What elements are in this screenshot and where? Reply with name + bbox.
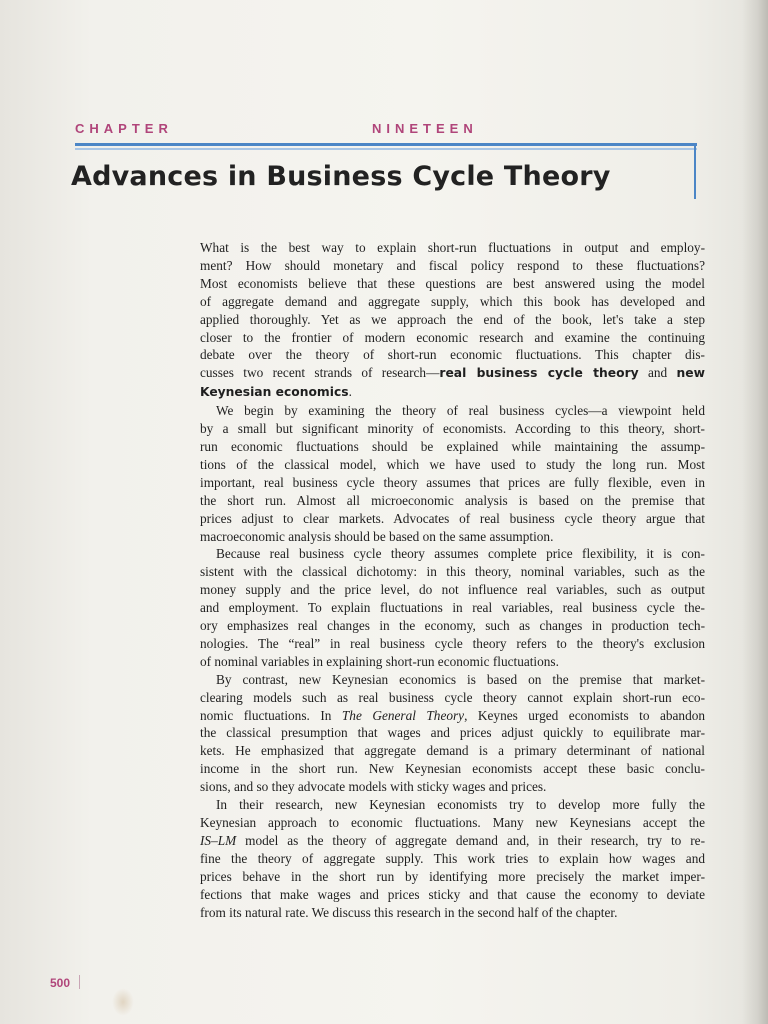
key-term-new: new (676, 366, 705, 381)
text-line: by a small but significant minority of economists. According to this theory, short- (200, 421, 705, 437)
book-title-italic: The General Theory (341, 707, 465, 723)
text-line: of aggregate demand and aggregate supply, which this book has developed and (200, 293, 705, 309)
text-line: Keynesian approach to economic fluctuations. Many new Keynesians accept the (200, 815, 705, 830)
text-line (200, 383, 705, 402)
text-line: nologies. The “real” in real business cycle theory refers to the theory's exclusion (200, 635, 705, 651)
text-line: prices adjust to clear markets. Advocates of real business cycle theory argue that (200, 510, 705, 526)
text-line: fections that make wages and prices sticky and that cause the economy to deviate (200, 886, 705, 902)
text-run: nomic fluctuations. In (200, 707, 342, 723)
text-line: fine the theory of aggregate supply. This work tries to explain how wages and (200, 850, 705, 866)
text-line: sions, and so they advocate models with sticky wages and prices. (200, 779, 547, 795)
body-text (200, 239, 705, 921)
page-edge-shadow (742, 0, 768, 1024)
text-line: Most economists believe that these questions are best answered using the model (200, 275, 705, 291)
text-line (200, 364, 705, 383)
key-term-real-business-cycle: real business cycle theory (439, 366, 639, 381)
header-rule (75, 143, 697, 146)
text-line: debate over the theory of short-run economic fluctuations. This chapter dis- (200, 347, 705, 363)
text-line: prices behave in the short run by identifying more precisely the market imper- (200, 868, 705, 884)
chapter-title: Advances in Business Cycle Theory (71, 161, 611, 192)
text-line: We begin by examining the theory of real business cycles—a viewpoint held (216, 403, 705, 419)
text-run: and (638, 365, 677, 381)
chapter-label: CHAPTER (75, 121, 173, 136)
text-run: , Keynes urged economists to abandon (464, 707, 706, 723)
text-line: clearing models such as real business cycle theory cannot explain short-run eco- (200, 689, 705, 705)
page-number-divider (79, 975, 80, 989)
text-line: run economic fluctuations should be explained while maintaining the assump- (200, 438, 705, 454)
paragraph-4 (200, 671, 705, 796)
text-line: closer to the frontier of modern economic research and examine the continuing (200, 329, 705, 345)
text-run: . (348, 384, 352, 400)
paragraph-1 (200, 239, 705, 402)
text-line: from its natural rate. We discuss this research in the second half of the chapter. (200, 904, 618, 920)
text-line: money supply and the price level, do not influence real variables, such as output (200, 582, 705, 598)
text-line: What is the best way to explain short-run fluctuations in output and employ- (200, 240, 705, 255)
text-line: sistent with the classical dichotomy: in this theory, nominal variables, such as the (200, 564, 705, 580)
text-line: macroeconomic analysis should be based on the same assumption. (200, 528, 554, 544)
key-term-keynesian-economics: Keynesian economics (200, 385, 349, 400)
text-line: ory emphasizes real changes in the economy, such as changes in production tech- (200, 618, 705, 634)
text-line: the short run. Almost all microeconomic analysis is based on the premise that (200, 492, 705, 508)
chapter-number: NINETEEN (372, 121, 478, 136)
text-line (200, 832, 705, 850)
paragraph-2 (200, 402, 705, 545)
text-line: Because real business cycle theory assumes complete price flexibility, it is con- (216, 546, 705, 562)
text-run: cusses two recent strands of research— (200, 365, 440, 381)
text-line: the classical presumption that wages and prices adjust quickly to equilibrate mar- (200, 725, 705, 741)
page-number: 500 (50, 976, 71, 990)
paragraph-5 (200, 796, 705, 921)
text-line (200, 707, 705, 725)
text-line: important, real business cycle theory assumes that prices are fully flexible, even in (200, 474, 705, 490)
text-line: tions of the classical model, which we have used to study the long run. Most (200, 456, 705, 472)
text-line: income in the short run. New Keynesian economists accept these basic conclu- (200, 761, 705, 777)
text-line: of nominal variables in explaining short-run economic fluctuations. (200, 653, 559, 669)
header-rule-side (694, 143, 696, 199)
paragraph-3 (200, 545, 705, 670)
text-line: In their research, new Keynesian economists try to develop more fully the (216, 797, 705, 813)
text-line: and employment. To explain fluctuations in real variables, real business cycle the- (200, 600, 705, 616)
text-run: model as the theory of aggregate demand and, in their research, try to re- (236, 832, 705, 848)
text-line: applied thoroughly. Yet as we approach the end of the book, let's take a step (200, 311, 705, 327)
text-line: By contrast, new Keynesian economics is based on the premise that market- (216, 671, 705, 687)
page-smudge (112, 988, 134, 1016)
text-line: kets. He emphasized that aggregate demand is a primary determinant of national (200, 743, 705, 759)
header-rule-secondary (75, 148, 697, 150)
text-line: ment? How should monetary and fiscal policy respond to these fluctuations? (200, 257, 705, 273)
model-name-italic: IS–LM (200, 832, 237, 848)
